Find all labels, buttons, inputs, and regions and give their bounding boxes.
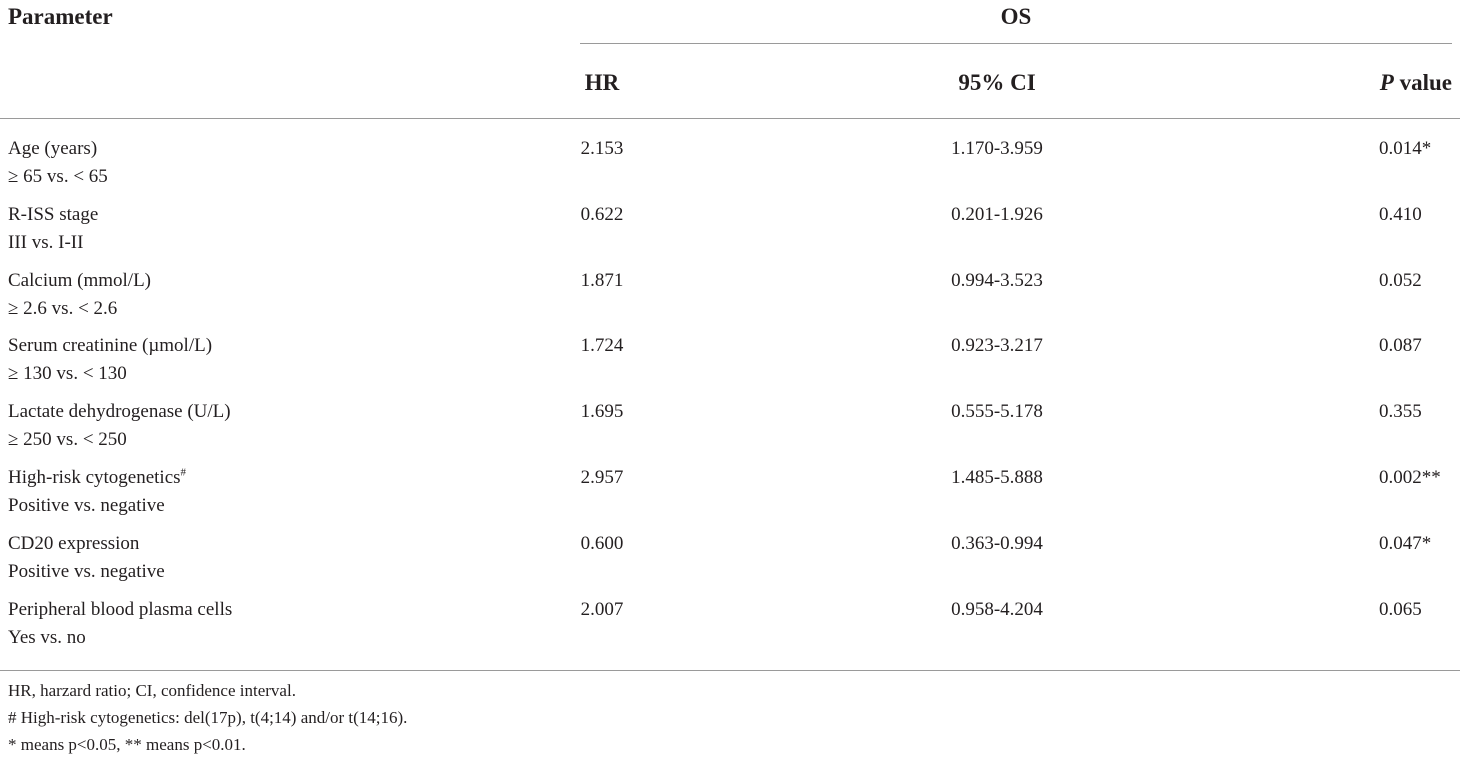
- row-hr-value: 2.957: [580, 467, 624, 488]
- row-comparison-label: ≥ 250 vs. < 250: [8, 429, 127, 451]
- row-hr-value: 2.007: [580, 598, 624, 620]
- row-p-value: 0.002**: [1379, 467, 1441, 488]
- row-parameter-text: CD20 expression: [8, 532, 140, 554]
- row-comparison-label: III vs. I-II: [8, 231, 84, 253]
- row-parameter-text: Lactate dehydrogenase (U/L): [8, 401, 231, 423]
- row-parameter-superscript: #: [180, 466, 187, 479]
- row-hr-value: 2.153: [580, 138, 624, 159]
- row-hr-value: 1.695: [580, 401, 624, 423]
- row-p-value: 0.087: [1379, 335, 1422, 357]
- row-hr-value: 0.622: [580, 203, 624, 225]
- row-hr-value: 0.600: [580, 532, 624, 554]
- row-ci-value: 0.958-4.204: [951, 598, 1043, 620]
- row-parameter-label: [8, 270, 151, 292]
- row-parameter-label: [8, 599, 232, 621]
- os-group-rule: [580, 43, 1452, 44]
- header-p-rest: value: [1393, 70, 1452, 95]
- row-parameter-text: R-ISS stage: [8, 203, 99, 225]
- footnote-cytogenetics: # High-risk cytogenetics: del(17p), t(4;14) and/or t(14;16).: [8, 708, 408, 727]
- row-parameter-label: [8, 138, 97, 160]
- row-p-value: 0.410: [1379, 203, 1422, 225]
- row-p-value: 0.052: [1379, 269, 1422, 291]
- row-comparison-label: ≥ 2.6 vs. < 2.6: [8, 297, 118, 319]
- row-parameter-text: High-risk cytogenetics: [8, 467, 181, 488]
- row-parameter-label: [8, 335, 212, 357]
- header-hr: HR: [584, 70, 620, 95]
- row-p-value: 0.047*: [1379, 532, 1432, 554]
- row-comparison-label: Positive vs. negative: [8, 560, 165, 582]
- row-ci-value: 0.994-3.523: [951, 269, 1043, 291]
- row-p-value: 0.014*: [1379, 138, 1432, 159]
- row-parameter-label: [8, 467, 186, 489]
- footnote-significance: * means p<0.05, ** means p<0.01.: [8, 735, 246, 754]
- row-ci-value: 1.485-5.888: [951, 467, 1043, 488]
- row-ci-value: 1.170-3.959: [951, 138, 1043, 159]
- row-parameter-text: Serum creatinine (µmol/L): [8, 335, 213, 357]
- header-ci: [958, 70, 1035, 96]
- row-comparison-label: Positive vs. negative: [8, 495, 165, 516]
- header-p-italic: P: [1379, 70, 1394, 95]
- row-parameter-label: [8, 533, 139, 555]
- header-p-value: [1380, 70, 1452, 96]
- row-parameter-label: [8, 401, 231, 423]
- row-p-value: 0.355: [1379, 401, 1422, 423]
- footnote-abbreviations: HR, harzard ratio; CI, confidence interval.: [8, 681, 296, 700]
- row-parameter-text: Age (years): [8, 138, 98, 159]
- row-ci-value: 0.923-3.217: [951, 335, 1043, 357]
- row-parameter-text: Calcium (mmol/L): [8, 269, 152, 291]
- row-comparison-label: ≥ 130 vs. < 130: [8, 363, 127, 385]
- row-comparison-label: Yes vs. no: [8, 626, 86, 648]
- row-comparison-label: ≥ 65 vs. < 65: [8, 166, 108, 187]
- table-bottom-rule: [0, 670, 1460, 671]
- row-ci-value: 0.363-0.994: [951, 532, 1043, 554]
- header-os: OS: [1000, 4, 1032, 29]
- row-parameter-label: [8, 204, 98, 226]
- row-hr-value: 1.724: [580, 335, 624, 357]
- row-ci-value: 0.555-5.178: [951, 401, 1043, 423]
- row-ci-value: 0.201-1.926: [951, 203, 1043, 225]
- row-hr-value: 1.871: [580, 269, 624, 291]
- row-parameter-text: Peripheral blood plasma cells: [8, 598, 233, 620]
- header-bottom-rule: [0, 118, 1460, 119]
- header-parameter: Parameter: [8, 4, 113, 29]
- row-p-value: 0.065: [1379, 598, 1422, 620]
- header-ci-text: 95% CI: [958, 70, 1036, 95]
